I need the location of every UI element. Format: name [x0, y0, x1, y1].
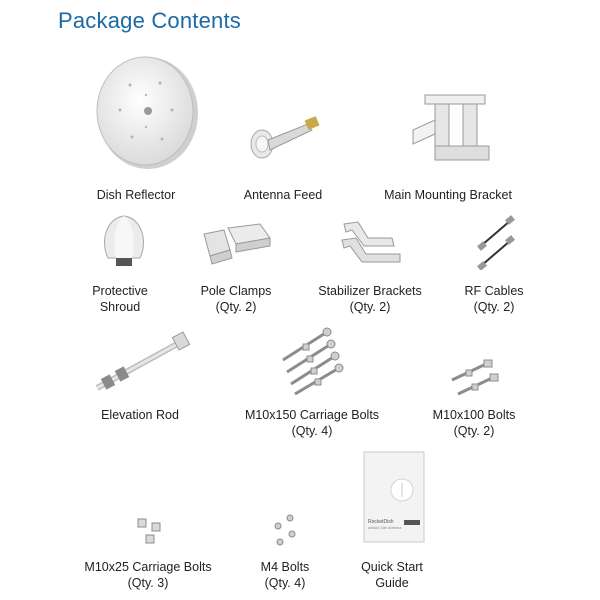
dish-reflector-label: Dish Reflector	[96, 188, 176, 202]
pole-clamps-image	[200, 220, 275, 265]
m10x100-bolts-label: M10x100 Bolts (Qty. 2)	[432, 408, 516, 438]
quick-start-guide-image	[362, 450, 427, 545]
main-mounting-bracket-label: Main Mounting Bracket	[384, 188, 512, 202]
quick-start-guide-label: Quick Start Guide	[361, 560, 423, 590]
dish-reflector-image	[90, 55, 200, 175]
pole-clamps-label: Pole Clamps (Qty. 2)	[200, 284, 272, 314]
m4-bolts-image	[268, 512, 304, 550]
m10x150-carriage-bolts-label: M10x150 Carriage Bolts (Qty. 4)	[244, 408, 380, 438]
main-mounting-bracket-image	[405, 90, 495, 170]
page-title: Package Contents	[58, 8, 241, 33]
m10x25-carriage-bolts-label: M10x25 Carriage Bolts (Qty. 3)	[84, 560, 212, 590]
protective-shroud-image	[96, 212, 152, 272]
guide-cover-brand: RocketDish	[368, 519, 394, 525]
stabilizer-brackets-image	[338, 218, 408, 273]
m10x25-carriage-bolts-image	[132, 515, 172, 550]
elevation-rod-image	[85, 328, 195, 398]
rf-cables-image	[470, 215, 520, 270]
antenna-feed-label: Antenna Feed	[243, 188, 323, 202]
m4-bolts-label: M4 Bolts (Qty. 4)	[260, 560, 310, 590]
antenna-feed-image	[248, 112, 328, 162]
elevation-rod-label: Elevation Rod	[101, 408, 179, 422]
rf-cables-label: RF Cables (Qty. 2)	[464, 284, 524, 314]
protective-shroud-label: Protective Shroud	[92, 284, 148, 314]
guide-cover-subtitle: airMAX Dish Antenna	[368, 526, 402, 530]
m10x150-carriage-bolts-image	[275, 322, 355, 397]
stabilizer-brackets-label: Stabilizer Brackets (Qty. 2)	[318, 284, 422, 314]
m10x100-bolts-image	[448, 358, 503, 398]
